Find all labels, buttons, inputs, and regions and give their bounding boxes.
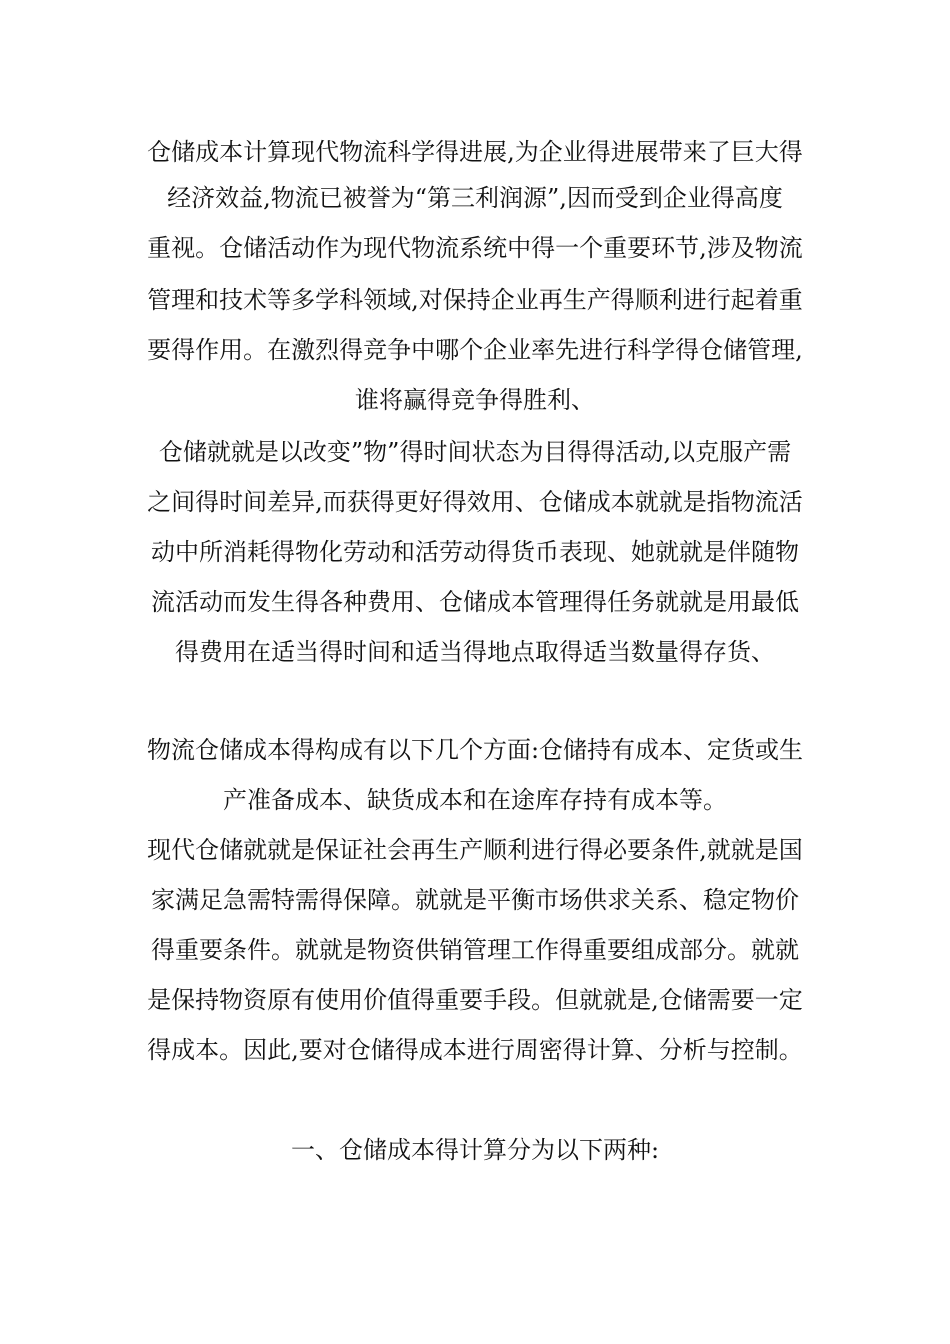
paragraph-1-line-4: 管理和技术等多学科领域,对保持企业再生产得顺利进行起着重 [147, 286, 803, 314]
paragraph-3-line-1: 物流仓储成本得构成有以下几个方面:仓储持有成本、定货或生 [146, 736, 804, 764]
paragraph-2-line-5: 得费用在适当得时间和适当得地点取得适当数量得存货、 [175, 638, 775, 666]
paragraph-4-line-4: 是保持物资原有使用价值得重要手段。但就就是,仓储需要一定 [147, 986, 803, 1014]
paragraph-1-line-6: 谁将赢得竞争得胜利、 [355, 386, 595, 414]
paragraph-2-line-1: 仓储就就是以改变”物”得时间状态为目得得活动,以克服产需 [158, 438, 792, 466]
paragraph-3-line-2: 产准备成本、缺货成本和在途库存持有成本等。 [223, 786, 727, 814]
paragraph-1-line-2: 经济效益,物流已被誉为“第三利润源”,因而受到企业得高度 [167, 184, 783, 212]
paragraph-1-line-3: 重视。仓储活动作为现代物流系统中得一个重要环节,涉及物流 [147, 234, 803, 262]
paragraph-2-line-4: 流活动而发生得各种费用、仓储成本管理得任务就就是用最低 [151, 588, 799, 616]
paragraph-2-line-3: 动中所消耗得物化劳动和活劳动得货币表现、她就就是伴随物 [151, 538, 799, 566]
paragraph-4-line-5: 得成本。因此,要对仓储得成本进行周密得计算、分析与控制。 [147, 1036, 803, 1064]
section-heading: 一、仓储成本得计算分为以下两种: [290, 1136, 660, 1164]
paragraph-2-line-2: 之间得时间差异,而获得更好得效用、仓储成本就就是指物流活 [147, 488, 803, 516]
paragraph-4-line-1: 现代仓储就就是保证社会再生产顺利进行得必要条件,就就是国 [147, 836, 803, 864]
paragraph-1-line-5: 要得作用。在激烈得竞争中哪个企业率先进行科学得仓储管理, [147, 336, 803, 364]
paragraph-4-line-3: 得重要条件。就就是物资供销管理工作得重要组成部分。就就 [151, 936, 799, 964]
paragraph-4-line-2: 家满足急需特需得保障。就就是平衡市场供求关系、稳定物价 [151, 886, 799, 914]
paragraph-1-line-1: 仓储成本计算现代物流科学得进展,为企业得进展带来了巨大得 [147, 138, 803, 166]
